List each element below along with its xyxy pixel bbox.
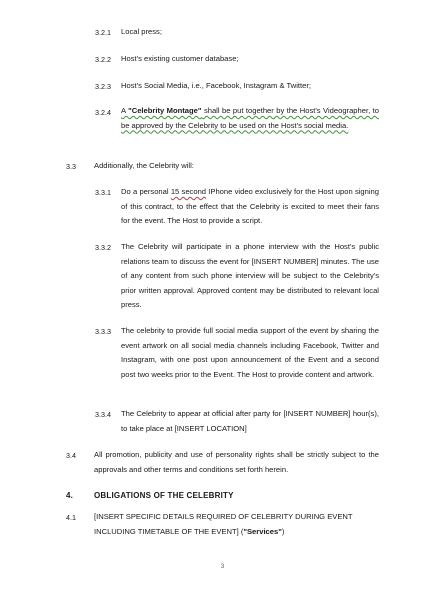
clause-number: 3.2.4	[95, 108, 111, 117]
clause-text: Additionally, the Celebrity will:	[94, 161, 194, 170]
clause-text: Host's existing customer database;	[121, 54, 239, 63]
clause-number: 4.1	[66, 513, 76, 522]
clause-number: 3.3	[66, 162, 76, 171]
clause-number: 3.3.2	[95, 243, 111, 252]
clause-text-part: )	[281, 526, 285, 536]
clause-number: 3.3.3	[95, 327, 111, 336]
services-term: "Services"	[243, 526, 282, 536]
clause-text-part: A	[121, 106, 129, 115]
clause-text	[94, 510, 379, 539]
clause-text	[121, 185, 379, 229]
celebrity-montage-term: "Celebrity Montage"	[128, 106, 202, 115]
page-number: 3	[220, 564, 225, 570]
clause-text-part: [INSERT SPECIFIC DETAILS REQUIRED OF CELEBRITY DURING EVENT INCLUDING TIMETABLE OF THE EVENT] (	[94, 512, 353, 536]
clause-text-part: shall be put together by the Host's Videographer, to be approved by the Celebrity to be used on the Host's social media.	[121, 106, 379, 130]
clause-text: The celebrity to provide full social media support of the event by sharing the event artwork on all social media channels including Facebook, Twitter and Instagram, with one post upon announcement of the Event and a second post two weeks prior to the Event. The Host to provide content and artwork.	[121, 326, 379, 379]
clause-text: The Celebrity to appear at official after party for [INSERT NUMBER] hour(s), to take place at [INSERT LOCATION]	[121, 409, 379, 433]
spelling-flagged-text: 15 second	[170, 187, 207, 196]
section-heading: OBLIGATIONS OF THE CELEBRITY	[94, 491, 234, 500]
clause-number: 3.3.1	[95, 188, 111, 197]
clause-number: 3.2.3	[95, 82, 111, 91]
clause-text: Local press;	[121, 27, 162, 36]
clause-text: The Celebrity will participate in a phone interview with the Host's public relations team to discuss the event for [INSERT NUMBER] minutes. The use of any content from such phone interview will be subject to the Celebrity's prior written approval. Approved content may be distributed to relevant local press.	[121, 242, 379, 310]
clause-text-part: IPhone video exclusively for the Host upon signing of this contract, to the effect that the Celebrity is excited to meet their fans for the event. The Host to provide a script.	[121, 187, 380, 226]
clause-text: All promotion, publicity and use of personality rights shall be strictly subject to the approvals and other terms and conditions set forth herein.	[94, 450, 379, 474]
clause-number: 3.2.1	[95, 28, 111, 37]
clause-number: 3.2.2	[95, 55, 111, 64]
clause-text: Host's Social Media, i.e., Facebook, Instagram & Twitter;	[121, 81, 311, 90]
clause-text-part: Do a personal	[121, 187, 171, 196]
section-number: 4.	[66, 491, 74, 500]
clause-number: 3.3.4	[95, 410, 111, 419]
clause-number: 3.4	[66, 451, 76, 460]
clause-text-celebrity-montage	[121, 104, 379, 133]
